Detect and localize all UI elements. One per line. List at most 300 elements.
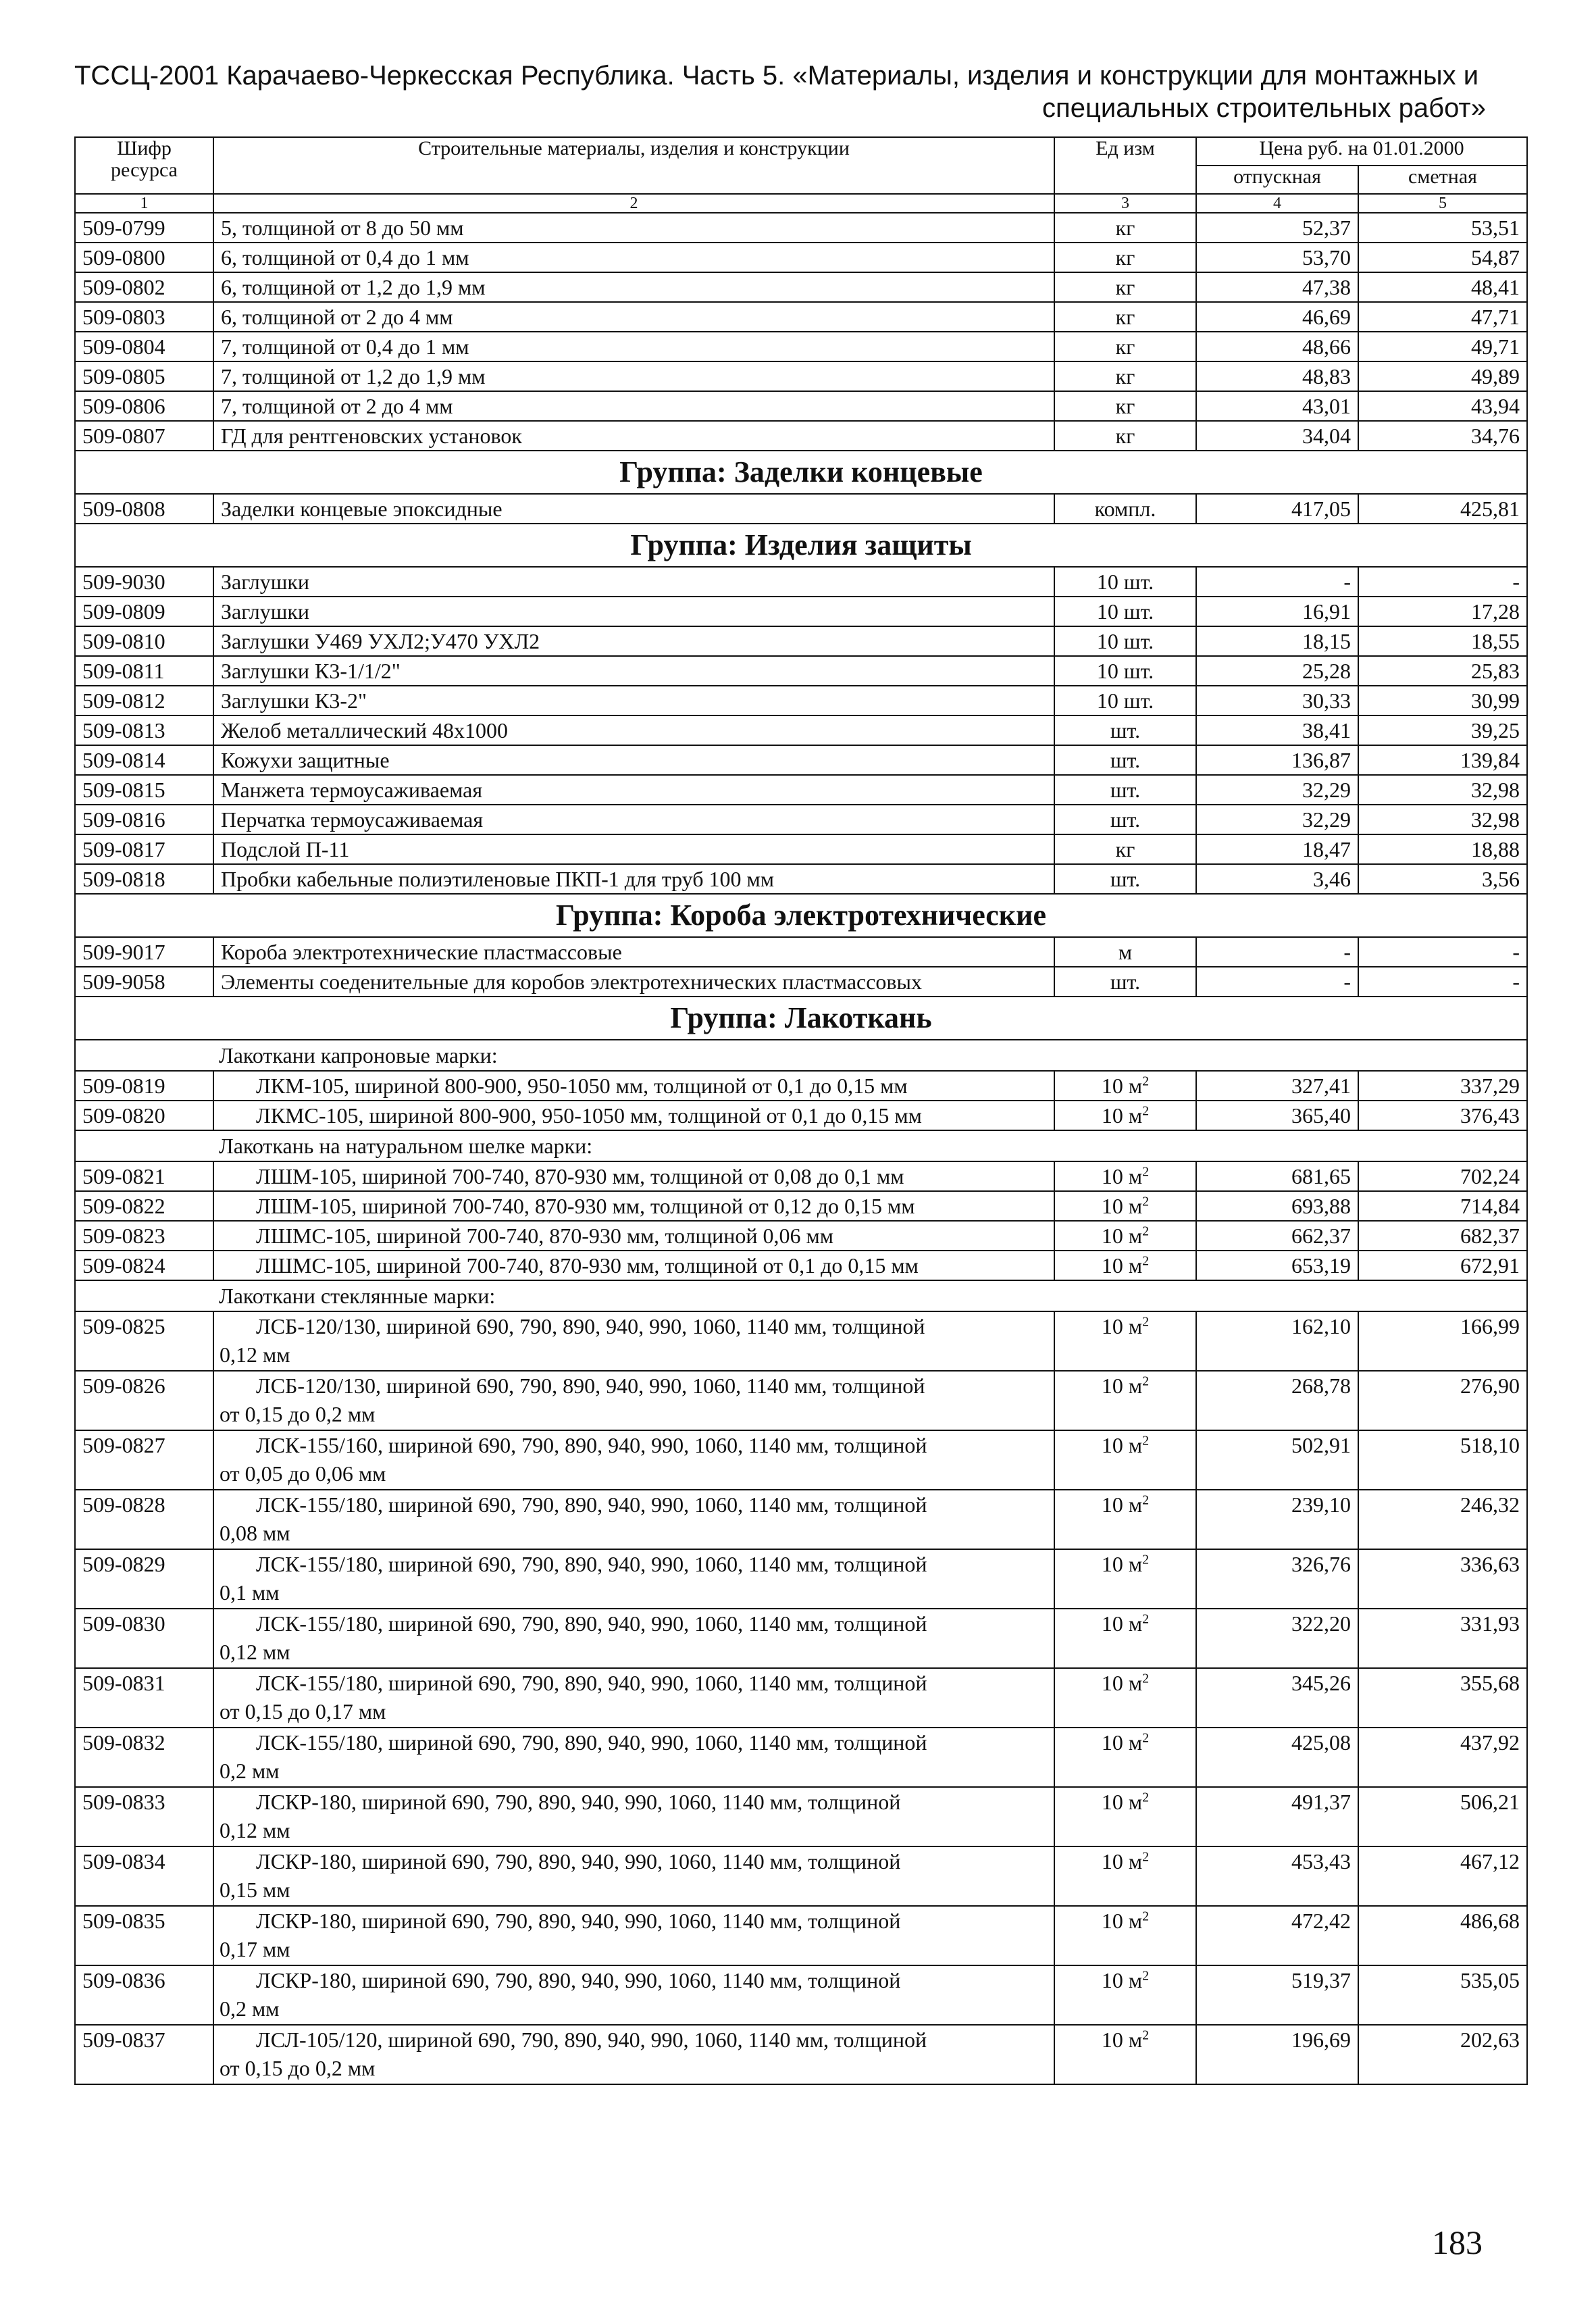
unit-text: 10 м [1101, 1730, 1143, 1755]
unit-text: шт. [1110, 748, 1141, 772]
unit-text: 10 шт. [1096, 659, 1154, 683]
release-price: 681,65 [1196, 1161, 1358, 1191]
unit-exponent: 2 [1142, 1433, 1150, 1449]
resource-code: 509-0827 [75, 1430, 213, 1490]
unit-exponent: 2 [1142, 1611, 1150, 1627]
unit-exponent: 2 [1142, 1552, 1150, 1567]
resource-code: 509-0814 [75, 745, 213, 775]
column-number-row [75, 194, 1527, 213]
release-price: 239,10 [1196, 1490, 1358, 1549]
unit-text: шт. [1110, 807, 1141, 832]
unit-text: кг [1115, 216, 1135, 240]
unit [1054, 1728, 1196, 1787]
release-price: 502,91 [1196, 1430, 1358, 1490]
table-row [75, 1965, 1527, 2025]
table-row [75, 302, 1527, 332]
group-heading-row [75, 524, 1527, 567]
material-name-line: Перчатка термоусаживаемая [221, 807, 484, 832]
unit [1054, 715, 1196, 745]
material-name [213, 1251, 1054, 1280]
unit [1054, 597, 1196, 626]
material-name [213, 1191, 1054, 1221]
table-row [75, 937, 1527, 967]
release-price: 38,41 [1196, 715, 1358, 745]
estimate-price: 535,05 [1358, 1965, 1527, 2025]
material-name [213, 1430, 1054, 1490]
table-row [75, 864, 1527, 894]
resource-code: 509-0807 [75, 421, 213, 451]
subgroup-row [75, 1040, 1527, 1071]
material-name-line: ЛСБ-120/130, шириной 690, 790, 890, 940, 990, 1060, 1140 мм, толщиной [256, 1314, 925, 1338]
material-name-line: Заглушки [221, 570, 310, 594]
resource-code: 509-0825 [75, 1311, 213, 1371]
release-price: 345,26 [1196, 1668, 1358, 1728]
col-code-header: Шифр ресурса [75, 137, 213, 194]
release-price: 34,04 [1196, 421, 1358, 451]
estimate-price: 53,51 [1358, 213, 1527, 243]
unit [1054, 332, 1196, 361]
unit [1054, 243, 1196, 272]
unit-exponent: 2 [1142, 1224, 1150, 1239]
unit-text: шт. [1110, 778, 1141, 802]
unit [1054, 967, 1196, 997]
material-name [213, 805, 1054, 834]
unit [1054, 1906, 1196, 1965]
material-name [213, 1609, 1054, 1668]
estimate-price: 54,87 [1358, 243, 1527, 272]
material-name-continuation: 0,15 мм [220, 1878, 290, 1902]
material-name [213, 567, 1054, 597]
estimate-price: 3,56 [1358, 864, 1527, 894]
table-row [75, 745, 1527, 775]
unit-exponent: 2 [1142, 1492, 1150, 1508]
release-price: 326,76 [1196, 1549, 1358, 1609]
table-row [75, 1161, 1527, 1191]
material-name [213, 967, 1054, 997]
table-row [75, 656, 1527, 686]
unit-text: 10 м [1101, 1849, 1143, 1873]
material-name-line: ЛШМ-105, шириной 700-740, 870-930 мм, толщиной от 0,08 до 0,1 мм [256, 1164, 904, 1188]
estimate-price: 506,21 [1358, 1787, 1527, 1846]
table-row [75, 1311, 1527, 1371]
unit-text: кг [1115, 837, 1135, 861]
unit-text: 10 м [1101, 1552, 1143, 1576]
unit-text: 10 шт. [1096, 688, 1154, 713]
release-price: 417,05 [1196, 494, 1358, 524]
unit-text: 10 м [1101, 1224, 1143, 1248]
unit [1054, 1787, 1196, 1846]
release-price: 162,10 [1196, 1311, 1358, 1371]
table-row [75, 1906, 1527, 1965]
table-row [75, 1221, 1527, 1251]
material-name [213, 715, 1054, 745]
estimate-price: 702,24 [1358, 1161, 1527, 1191]
material-name-line: Кожухи защитные [221, 748, 390, 772]
unit-text: кг [1115, 275, 1135, 299]
material-name [213, 775, 1054, 805]
estimate-price: 18,55 [1358, 626, 1527, 656]
material-name [213, 1101, 1054, 1130]
unit-text: кг [1115, 305, 1135, 329]
table-row [75, 332, 1527, 361]
unit [1054, 775, 1196, 805]
material-name-line: 7, толщиной от 2 до 4 мм [221, 394, 453, 418]
material-name-line: Заглушки У469 УХЛ2;У470 УХЛ2 [221, 629, 540, 653]
unit-text: кг [1115, 394, 1135, 418]
unit-text: 10 м [1101, 1671, 1143, 1695]
unit [1054, 361, 1196, 391]
unit-text: шт. [1110, 970, 1141, 994]
unit-exponent: 2 [1142, 1103, 1150, 1119]
material-name-line: Короба электротехнические пластмассовые [221, 940, 622, 964]
material-name-line: ЛКМ-105, шириной 800-900, 950-1050 мм, толщиной от 0,1 до 0,15 мм [256, 1074, 908, 1098]
resource-code: 509-0800 [75, 243, 213, 272]
material-name-line: ЛСК-155/180, шириной 690, 790, 890, 940, 990, 1060, 1140 мм, толщиной [256, 1671, 927, 1695]
unit-text: 10 м [1101, 1433, 1143, 1457]
unit [1054, 1161, 1196, 1191]
material-name-continuation: 0,1 мм [220, 1580, 280, 1605]
material-name-line: ЛКМС-105, шириной 800-900, 950-1050 мм, толщиной от 0,1 до 0,15 мм [256, 1103, 922, 1128]
table-row [75, 597, 1527, 626]
estimate-price: 30,99 [1358, 686, 1527, 715]
resource-code: 509-0806 [75, 391, 213, 421]
resource-code: 509-0831 [75, 1668, 213, 1728]
estimate-price: 246,32 [1358, 1490, 1527, 1549]
material-name [213, 656, 1054, 686]
resource-code: 509-0824 [75, 1251, 213, 1280]
unit [1054, 1549, 1196, 1609]
table-row [75, 967, 1527, 997]
material-name [213, 494, 1054, 524]
estimate-price: 47,71 [1358, 302, 1527, 332]
estimate-price: 467,12 [1358, 1846, 1527, 1906]
table-row [75, 361, 1527, 391]
table-row [75, 1101, 1527, 1130]
material-name-line: 7, толщиной от 1,2 до 1,9 мм [221, 364, 486, 388]
release-price: 32,29 [1196, 775, 1358, 805]
unit-exponent: 2 [1142, 1374, 1150, 1389]
release-price: 472,42 [1196, 1906, 1358, 1965]
estimate-price: 425,81 [1358, 494, 1527, 524]
unit-text: м [1118, 940, 1133, 964]
col-name-header: Строительные материалы, изделия и конструкции [213, 137, 1054, 194]
resource-code: 509-0821 [75, 1161, 213, 1191]
release-price: 425,08 [1196, 1728, 1358, 1787]
estimate-price: 714,84 [1358, 1191, 1527, 1221]
table-row [75, 1251, 1527, 1280]
material-name [213, 597, 1054, 626]
table-row [75, 391, 1527, 421]
release-price: 327,41 [1196, 1071, 1358, 1101]
material-name-line: ЛСБ-120/130, шириной 690, 790, 890, 940, 990, 1060, 1140 мм, толщиной [256, 1374, 925, 1398]
material-name-line: Заглушки К3-1/1/2" [221, 659, 401, 683]
resource-code: 509-0836 [75, 1965, 213, 2025]
resource-code: 509-0811 [75, 656, 213, 686]
release-price: 693,88 [1196, 1191, 1358, 1221]
estimate-price: 486,68 [1358, 1906, 1527, 1965]
resource-code: 509-9030 [75, 567, 213, 597]
material-name-line: Желоб металлический 48х1000 [221, 718, 508, 743]
table-row [75, 1787, 1527, 1846]
material-name [213, 864, 1054, 894]
resource-code: 509-0809 [75, 597, 213, 626]
estimate-price: 166,99 [1358, 1311, 1527, 1371]
unit [1054, 1490, 1196, 1549]
resource-code: 509-0834 [75, 1846, 213, 1906]
unit [1054, 1609, 1196, 1668]
header-line-2: специальных строительных работ» [1042, 93, 1486, 123]
material-name [213, 1846, 1054, 1906]
col-number: 4 [1196, 194, 1358, 213]
material-name-line: ЛСК-155/180, шириной 690, 790, 890, 940, 990, 1060, 1140 мм, толщиной [256, 1552, 927, 1576]
unit-exponent: 2 [1142, 1164, 1150, 1180]
estimate-price: 43,94 [1358, 391, 1527, 421]
table-row [75, 1371, 1527, 1430]
material-name [213, 1728, 1054, 1787]
col-number: 3 [1054, 194, 1196, 213]
material-name [213, 1071, 1054, 1101]
unit-text: 10 м [1101, 1194, 1143, 1218]
material-name-continuation: 0,12 мм [220, 1342, 290, 1367]
table-row [75, 775, 1527, 805]
col-number: 5 [1358, 194, 1527, 213]
material-name [213, 421, 1054, 451]
resource-code: 509-0817 [75, 834, 213, 864]
unit [1054, 834, 1196, 864]
unit-text: шт. [1110, 718, 1141, 743]
unit-text: 10 м [1101, 1314, 1143, 1338]
group-heading-row [75, 894, 1527, 937]
material-name [213, 332, 1054, 361]
table-row [75, 1609, 1527, 1668]
material-name [213, 1221, 1054, 1251]
unit-text: 10 м [1101, 1790, 1143, 1814]
unit-text: 10 м [1101, 1611, 1143, 1636]
col-unit-header: Ед изм [1054, 137, 1196, 194]
resource-code: 509-0822 [75, 1191, 213, 1221]
estimate-price: 18,88 [1358, 834, 1527, 864]
unit [1054, 686, 1196, 715]
release-price: 47,38 [1196, 272, 1358, 302]
table-row [75, 421, 1527, 451]
subgroup-row [75, 1280, 1527, 1311]
material-name [213, 361, 1054, 391]
resource-code: 509-0828 [75, 1490, 213, 1549]
release-price: 18,15 [1196, 626, 1358, 656]
resource-code: 509-0799 [75, 213, 213, 243]
material-name [213, 686, 1054, 715]
material-name [213, 1161, 1054, 1191]
estimate-price: 682,37 [1358, 1221, 1527, 1251]
material-name [213, 1668, 1054, 1728]
header-line-1: ТССЦ-2001 Карачаево-Черкесская Республика. Часть 5. «Материалы, изделия и конструкции для монтажных и [74, 61, 1479, 91]
release-price: 136,87 [1196, 745, 1358, 775]
material-name-continuation: 0,12 мм [220, 1640, 290, 1664]
unit [1054, 1311, 1196, 1371]
unit [1054, 272, 1196, 302]
release-price: - [1196, 937, 1358, 967]
unit-text: кг [1115, 334, 1135, 359]
material-name-line: 6, толщиной от 1,2 до 1,9 мм [221, 275, 486, 299]
estimate-price: 202,63 [1358, 2025, 1527, 2084]
estimate-price: 437,92 [1358, 1728, 1527, 1787]
material-name-continuation: 0,08 мм [220, 1521, 290, 1545]
unit-text: кг [1115, 424, 1135, 448]
material-name-line: 6, толщиной от 2 до 4 мм [221, 305, 453, 329]
unit [1054, 1430, 1196, 1490]
material-name [213, 1490, 1054, 1549]
unit [1054, 1101, 1196, 1130]
material-name [213, 272, 1054, 302]
estimate-price: 32,98 [1358, 775, 1527, 805]
resource-code: 509-0815 [75, 775, 213, 805]
unit-text: шт. [1110, 867, 1141, 891]
unit-text: кг [1115, 245, 1135, 270]
resource-code: 509-0813 [75, 715, 213, 745]
release-price: 322,20 [1196, 1609, 1358, 1668]
material-name-continuation: от 0,15 до 0,2 мм [220, 2056, 376, 2080]
resource-code: 509-0808 [75, 494, 213, 524]
estimate-price: - [1358, 937, 1527, 967]
estimate-price: 355,68 [1358, 1668, 1527, 1728]
material-name-line: ЛШМС-105, шириной 700-740, 870-930 мм, толщиной 0,06 мм [256, 1224, 834, 1248]
unit-text: 10 м [1101, 1103, 1143, 1128]
unit [1054, 213, 1196, 243]
release-price: 365,40 [1196, 1101, 1358, 1130]
unit-text: 10 м [1101, 1074, 1143, 1098]
material-name-line: ЛШМС-105, шириной 700-740, 870-930 мм, толщиной от 0,1 до 0,15 мм [256, 1253, 919, 1278]
estimate-price: 672,91 [1358, 1251, 1527, 1280]
price-table [74, 136, 1528, 2085]
estimate-price: 49,71 [1358, 332, 1527, 361]
col-release-header: отпускная [1196, 166, 1358, 194]
material-name-line: ЛСК-155/160, шириной 690, 790, 890, 940, 990, 1060, 1140 мм, толщиной [256, 1433, 927, 1457]
subgroup-label: Лакоткань на натуральном шелке марки: [75, 1130, 1527, 1161]
table-row [75, 626, 1527, 656]
group-heading-row [75, 997, 1527, 1040]
material-name-line: Пробки кабельные полиэтиленовые ПКП-1 для труб 100 мм [221, 867, 775, 891]
resource-code: 509-9058 [75, 967, 213, 997]
unit-text: компл. [1094, 497, 1156, 521]
resource-code: 509-0802 [75, 272, 213, 302]
unit [1054, 626, 1196, 656]
release-price: 25,28 [1196, 656, 1358, 686]
table-row [75, 1549, 1527, 1609]
material-name-line: 7, толщиной от 0,4 до 1 мм [221, 334, 469, 359]
material-name-line: Заделки концевые эпоксидные [221, 497, 503, 521]
resource-code: 509-0820 [75, 1101, 213, 1130]
page-number: 183 [1432, 2223, 1483, 2261]
col-number: 1 [75, 194, 213, 213]
material-name-line: ЛСК-155/180, шириной 690, 790, 890, 940, 990, 1060, 1140 мм, толщиной [256, 1611, 927, 1636]
material-name-line: ЛСК-155/180, шириной 690, 790, 890, 940, 990, 1060, 1140 мм, толщиной [256, 1492, 927, 1517]
resource-code: 509-0833 [75, 1787, 213, 1846]
unit-text: 10 м [1101, 1374, 1143, 1398]
material-name-line: ЛСКР-180, шириной 690, 790, 890, 940, 990, 1060, 1140 мм, толщиной [256, 1790, 901, 1814]
material-name-line: 6, толщиной от 0,4 до 1 мм [221, 245, 469, 270]
release-price: 18,47 [1196, 834, 1358, 864]
col-price-header: Цена руб. на 01.01.2000 [1196, 137, 1527, 166]
resource-code: 509-0835 [75, 1906, 213, 1965]
unit-text: 10 м [1101, 1253, 1143, 1278]
release-price: - [1196, 567, 1358, 597]
material-name-continuation: 0,2 мм [220, 1996, 280, 2021]
table-row [75, 715, 1527, 745]
material-name-line: ЛСКР-180, шириной 690, 790, 890, 940, 990, 1060, 1140 мм, толщиной [256, 1909, 901, 1933]
unit-text: 10 м [1101, 1968, 1143, 1992]
unit [1054, 1965, 1196, 2025]
release-price: 491,37 [1196, 1787, 1358, 1846]
unit-exponent: 2 [1142, 1849, 1150, 1865]
table-row [75, 1071, 1527, 1101]
unit [1054, 1846, 1196, 1906]
table-row [75, 1846, 1527, 1906]
unit [1054, 864, 1196, 894]
estimate-price: 337,29 [1358, 1071, 1527, 1101]
material-name [213, 1371, 1054, 1430]
material-name-line: Манжета термоусаживаемая [221, 778, 483, 802]
material-name [213, 391, 1054, 421]
release-price: 52,37 [1196, 213, 1358, 243]
table-row [75, 1191, 1527, 1221]
resource-code: 509-0816 [75, 805, 213, 834]
unit [1054, 567, 1196, 597]
resource-code: 509-0804 [75, 332, 213, 361]
resource-code: 509-0818 [75, 864, 213, 894]
material-name-continuation: 0,12 мм [220, 1818, 290, 1842]
table-body [75, 213, 1527, 2084]
table-row [75, 834, 1527, 864]
table-row [75, 1668, 1527, 1728]
material-name [213, 834, 1054, 864]
material-name-line: 5, толщиной от 8 до 50 мм [221, 216, 464, 240]
table-row [75, 494, 1527, 524]
estimate-price: 139,84 [1358, 745, 1527, 775]
unit [1054, 745, 1196, 775]
material-name-line: ЛСЛ-105/120, шириной 690, 790, 890, 940, 990, 1060, 1140 мм, толщиной [256, 2028, 927, 2052]
release-price: 519,37 [1196, 1965, 1358, 2025]
unit [1054, 2025, 1196, 2084]
unit [1054, 1221, 1196, 1251]
unit [1054, 1371, 1196, 1430]
estimate-price: 376,43 [1358, 1101, 1527, 1130]
unit [1054, 302, 1196, 332]
material-name-line: Подслой П-11 [221, 837, 350, 861]
material-name [213, 1906, 1054, 1965]
estimate-price: 25,83 [1358, 656, 1527, 686]
unit [1054, 421, 1196, 451]
unit-exponent: 2 [1142, 1314, 1150, 1330]
table-header-row [75, 137, 1527, 166]
table-row [75, 686, 1527, 715]
release-price: 453,43 [1196, 1846, 1358, 1906]
group-heading: Группа: Короба электротехнические [75, 894, 1527, 937]
estimate-price: 39,25 [1358, 715, 1527, 745]
material-name-continuation: 0,2 мм [220, 1759, 280, 1783]
unit [1054, 1668, 1196, 1728]
unit [1054, 1071, 1196, 1101]
estimate-price: 518,10 [1358, 1430, 1527, 1490]
group-heading: Группа: Лакоткань [75, 997, 1527, 1040]
release-price: 53,70 [1196, 243, 1358, 272]
document-header [74, 59, 1486, 124]
release-price: 43,01 [1196, 391, 1358, 421]
release-price: 46,69 [1196, 302, 1358, 332]
material-name [213, 1311, 1054, 1371]
material-name-line: ЛСКР-180, шириной 690, 790, 890, 940, 990, 1060, 1140 мм, толщиной [256, 1968, 901, 1992]
unit-exponent: 2 [1142, 1968, 1150, 1984]
unit-text: 10 м [1101, 1909, 1143, 1933]
